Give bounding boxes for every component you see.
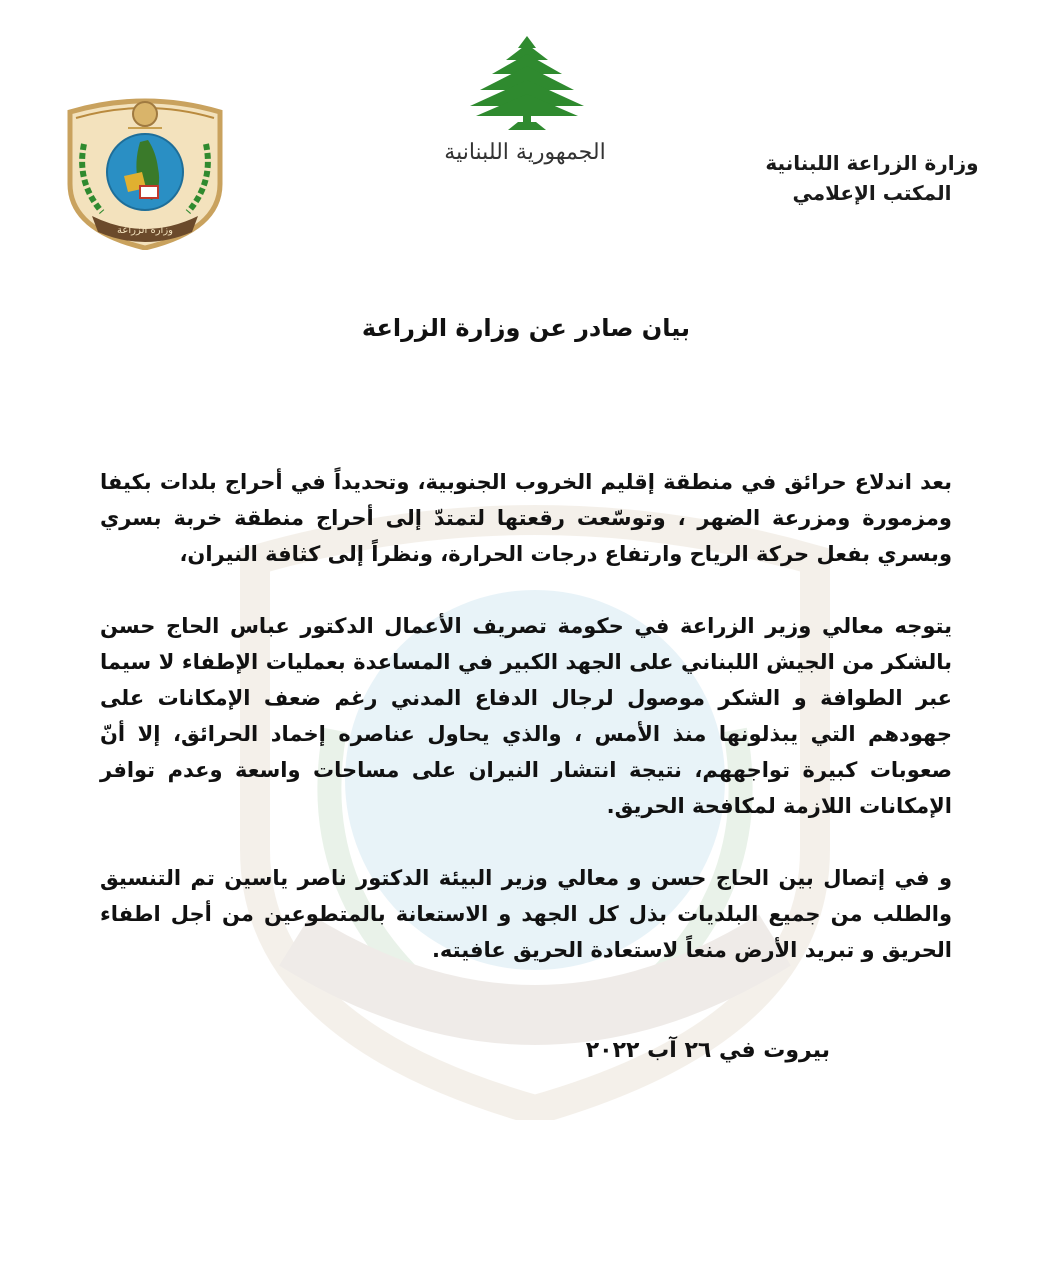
paragraph-2: يتوجه معالي وزير الزراعة في حكومة تصريف الأعمال الدكتور عباس الحاج حسن بالشكر من الجيش اللبناني على الجهد الكبير في المساعدة بعمليات الإطفاء لا سيما عبر الطوافة و الشكر موصول لرجال الدفاع المدني رغم ضعف الإمكانات على جهودهم التي يبذلونها منذ الأمس ، والذي يحاول عناصره إخماد الحرائق، إلا أنّ صعوبات كبيرة تواجههم، نتيجة انتشار النيران على مساحات واسعة وعدم توافر الإمكانات اللازمة لمكافحة الحريق. bbox=[100, 614, 952, 818]
ministry-emblem-logo bbox=[62, 92, 228, 250]
republic-name: الجمهورية اللبنانية bbox=[444, 140, 606, 165]
date-signoff: بيروت في ٢٦ آب ٢٠٢٢ bbox=[585, 1038, 830, 1063]
office-name: المكتب الإعلامي bbox=[792, 181, 952, 205]
statement-title: بيان صادر عن وزارة الزراعة bbox=[361, 314, 691, 342]
cedar-tree-icon bbox=[470, 36, 584, 132]
ministry-header bbox=[742, 148, 1002, 208]
paragraph-3: و في إتصال بين الحاج حسن و معالي وزير البيئة الدكتور ناصر ياسين تم التنسيق والطلب من جميع البلديات بذل كل الجهد و الاستعانة بالمتطوعين من أجل اطفاء الحريق و تبريد الأرض منعاً لاستعادة الحريق عافيته. bbox=[100, 866, 952, 962]
paragraph-1: بعد اندلاع حرائق في منطقة إقليم الخروب الجنوبية، وتحديداً في أحراج بلدات بكيفا ومزمورة ومزرعة الضهر ، وتوسّعت رقعتها لتمتدّ إلى أحراج منطقة خربة بسري وبسري بفعل حركة الرياح وارتفاع درجات الحرارة، ونظراً إلى كثافة النيران، bbox=[100, 470, 952, 566]
svg-text:وزارة الزراعة: وزارة الزراعة bbox=[117, 225, 173, 236]
statement-body bbox=[100, 464, 952, 1004]
ministry-name: وزارة الزراعة اللبنانية bbox=[765, 151, 979, 175]
